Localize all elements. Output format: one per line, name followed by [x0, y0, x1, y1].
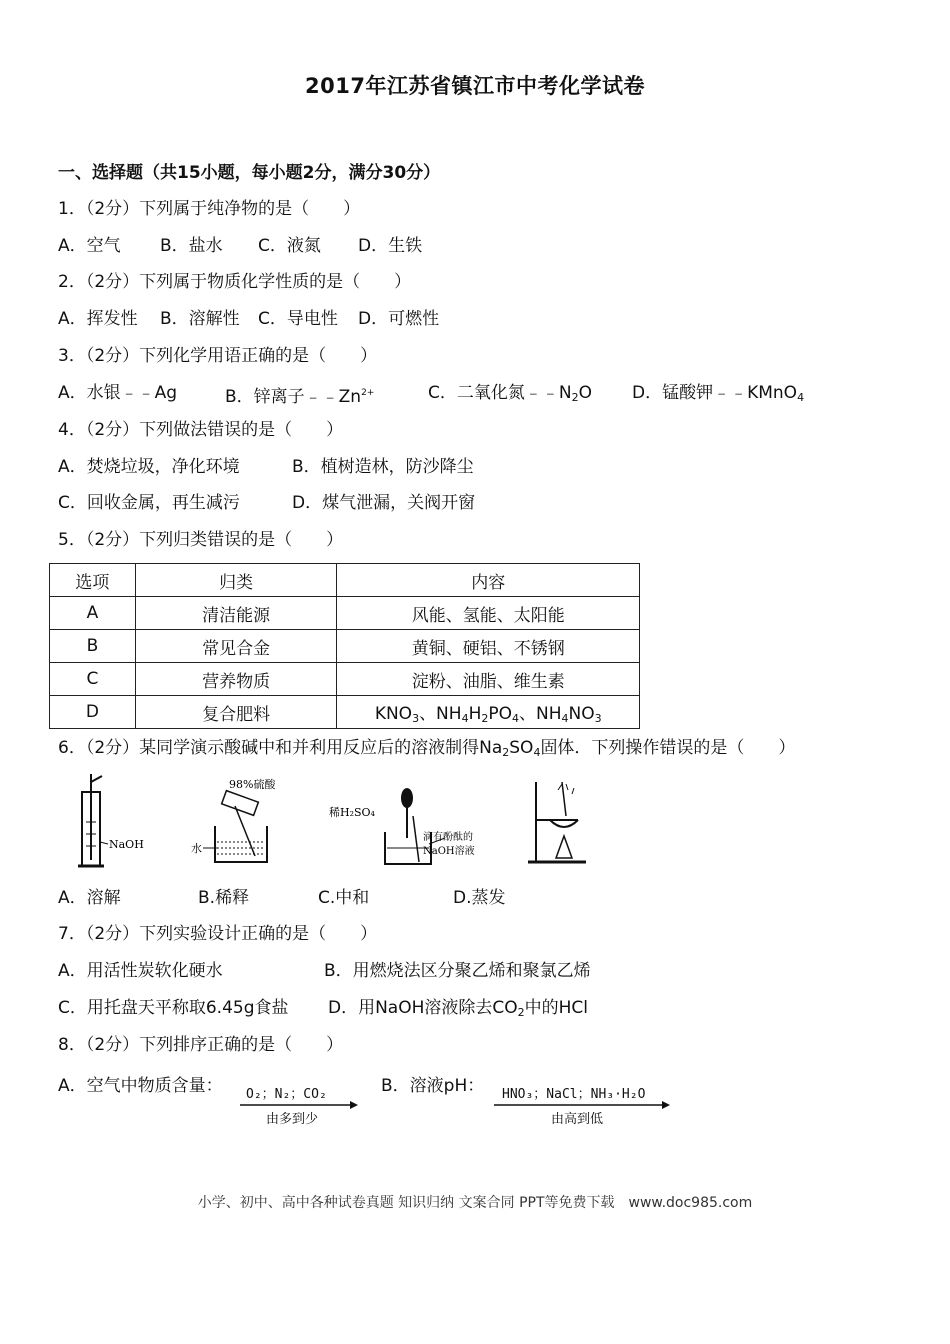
- question-1-stem: 1．（2分）下列属于纯净物的是（ ）: [58, 199, 361, 219]
- question-7-stem: 7．（2分）下列实验设计正确的是（ ）: [58, 924, 378, 944]
- table-header-row: [50, 564, 640, 597]
- q8-option-b: B．溶液pH：: [381, 1076, 485, 1096]
- label-naoh: NaOH: [109, 838, 144, 851]
- table-cell: 风能、氢能、太阳能: [337, 597, 640, 630]
- table-cell: B: [50, 630, 136, 663]
- q5-table: [49, 563, 640, 729]
- q2-option-c: C．导电性: [258, 309, 338, 329]
- figure-dissolve: [72, 772, 152, 870]
- q4-option-a: A．焚烧垃圾，净化环境: [58, 457, 240, 477]
- table-cell: 清洁能源: [135, 597, 337, 630]
- q7-option-c: C．用托盘天平称取6.45g食盐: [58, 998, 289, 1018]
- q1-option-d: D．生铁: [358, 236, 423, 256]
- question-3-stem: 3．（2分）下列化学用语正确的是（ ）: [58, 346, 378, 366]
- q4-option-b: B．植树造林，防沙降尘: [292, 457, 474, 477]
- q4-option-d: D．煤气泄漏，关阀开窗: [292, 493, 476, 513]
- table-row: [50, 696, 640, 729]
- table-cell: 黄铜、硬铝、不锈钢: [337, 630, 640, 663]
- q8-a-sequence: O₂；N₂；CO₂: [246, 1087, 327, 1102]
- table-header-cell: 内容: [337, 564, 640, 597]
- table-header-cell: 选项: [50, 564, 136, 597]
- table-cell: D: [50, 696, 136, 729]
- q3-option-b: B．锌离子$﹣﹣Zn^{2+}$: [225, 387, 375, 407]
- q1-option-c: C．液氮: [258, 236, 321, 256]
- label-water: 水: [191, 842, 202, 855]
- question-6-stem: 6．（2分）某同学演示酸碱中和并利用反应后的溶液制得$Na_2SO_4$固体．下列操作错误的是（ ）: [58, 738, 796, 759]
- table-row: [50, 663, 640, 696]
- q2-option-a: A．挥发性: [58, 309, 138, 329]
- q6-option-d: D.蒸发: [453, 888, 506, 908]
- table-cell: 常见合金: [135, 630, 337, 663]
- q1-option-b: B．盐水: [160, 236, 223, 256]
- question-5-stem: 5．（2分）下列归类错误的是（ ）: [58, 530, 344, 550]
- q4-option-c: C．回收金属，再生减污: [58, 493, 240, 513]
- q1-option-a: A．空气: [58, 236, 121, 256]
- q3-option-d: D．锰酸钾﹣﹣KMnO$_4$: [632, 383, 805, 404]
- q8-b-sequence: HNO₃；NaCl；NH₃·H₂O: [502, 1087, 646, 1102]
- q2-option-b: B．溶解性: [160, 309, 240, 329]
- q8-option-a: A．空气中物质含量：: [58, 1076, 223, 1096]
- label-acid: 98%硫酸: [229, 778, 276, 791]
- table-row: [50, 597, 640, 630]
- table-cell: 营养物质: [135, 663, 337, 696]
- question-4-stem: 4．（2分）下列做法错误的是（ ）: [58, 420, 344, 440]
- figure-neutralize: [325, 776, 495, 868]
- q3-option-a: A．水银﹣﹣Ag: [58, 383, 178, 403]
- q6-option-b: B.稀释: [198, 888, 250, 908]
- figure-evaporate: [522, 772, 602, 868]
- label-indicator-2: NaOH溶液: [423, 846, 475, 857]
- table-cell-formula: $KNO_3$、$NH_4H_2PO_4$、$NH_4NO_3$: [337, 696, 640, 729]
- page-title: 2017年江苏省镇江市中考化学试卷: [305, 74, 645, 98]
- question-2-stem: 2．（2分）下列属于物质化学性质的是（ ）: [58, 272, 412, 292]
- page-footer: 小学、初中、高中各种试卷真题 知识归纳 文案合同 PPT等免费下载 www.doc985.com: [197, 1195, 753, 1211]
- table-cell: A: [50, 597, 136, 630]
- section-heading: 一、选择题（共15小题，每小题2分，满分30分）: [58, 163, 441, 183]
- table-cell: C: [50, 663, 136, 696]
- table-cell: 复合肥料: [135, 696, 337, 729]
- q8-b-arrow-label: 由高到低: [551, 1112, 604, 1127]
- table-header-cell: 归类: [135, 564, 337, 597]
- q3-option-c: C．二氧化氮$﹣﹣N_2O$: [428, 383, 592, 404]
- q7-option-b: B．用燃烧法区分聚乙烯和聚氯乙烯: [324, 961, 591, 981]
- q6-option-c: C.中和: [318, 888, 370, 908]
- q6-option-a: A．溶解: [58, 888, 121, 908]
- q2-option-d: D．可燃性: [358, 309, 440, 329]
- q7-option-a: A．用活性炭软化硬水: [58, 961, 223, 981]
- q7-option-d: D．用NaOH溶液除去$CO_2$中的HCl: [328, 998, 589, 1019]
- label-indicator-1: 滴有酚酞的: [423, 832, 473, 843]
- figure-dilute: [185, 776, 285, 868]
- label-dilute-acid: 稀H₂SO₄: [329, 806, 375, 819]
- table-row: [50, 630, 640, 663]
- q8-a-arrow-label: 由多到少: [266, 1112, 319, 1127]
- table-cell: 淀粉、油脂、维生素: [337, 663, 640, 696]
- question-8-stem: 8．（2分）下列排序正确的是（ ）: [58, 1035, 344, 1055]
